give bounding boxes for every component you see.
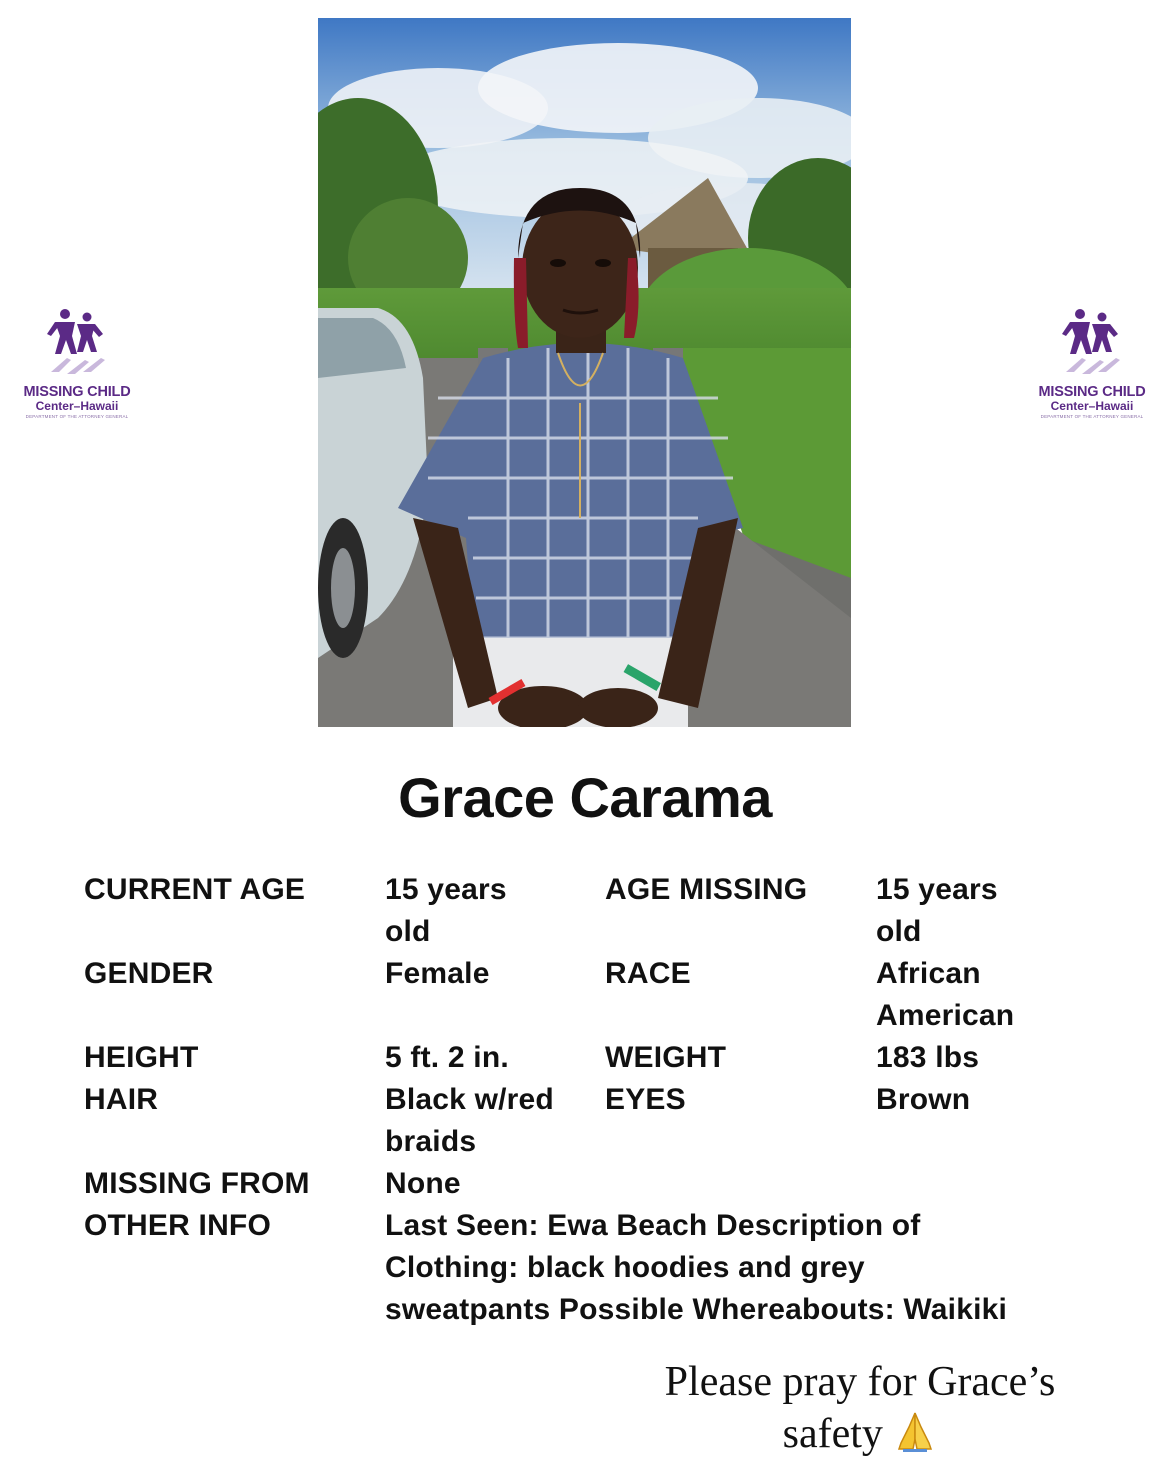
child-name: Grace Carama [398,766,772,829]
logo-department: DEPARTMENT OF THE ATTORNEY GENERAL [25,414,129,419]
label-weight: WEIGHT [605,1041,727,1074]
row-gender [84,953,1094,1037]
row-height [84,1037,1094,1079]
caption-line2: safety [782,1411,883,1457]
value-age-missing [876,869,1076,953]
label-current-age: CURRENT AGE [84,873,306,906]
label-hair: HAIR [84,1083,159,1116]
value-gender: Female [385,957,490,990]
logo-missing-child-center-right [1027,306,1157,430]
label-gender: GENDER [84,957,214,990]
value-age-missing-line1: 15 years [876,873,998,906]
value-race [876,953,1076,1037]
details-table [84,869,1094,1331]
label-other-info: OTHER INFO [84,1209,271,1242]
value-race-line1: African [876,957,981,990]
label-missing-from: MISSING FROM [84,1167,310,1200]
value-current-age-line2: old [385,915,431,948]
value-height: 5 ft. 2 in. [385,1041,509,1074]
prayer-caption [620,1356,1100,1466]
value-hair [385,1079,585,1163]
missing-child-photo [318,18,851,727]
missing-child-logo-icon [1052,306,1132,384]
caption-line2-wrap [620,1408,1100,1466]
label-height: HEIGHT [84,1041,199,1074]
row-hair [84,1079,1094,1163]
logo-title: MISSING CHILD [23,384,131,400]
label-age-missing: AGE MISSING [605,873,808,906]
value-current-age-line1: 15 years [385,873,507,906]
value-other-info-line1: Last Seen: Ewa Beach Description of [385,1209,921,1242]
row-age [84,869,1094,953]
caption-line1: Please pray for Grace’s [664,1359,1056,1405]
row-other-info [84,1205,1094,1331]
logo-subtitle: Center–Hawaii [1050,399,1134,413]
logo-department: DEPARTMENT OF THE ATTORNEY GENERAL [1040,414,1144,419]
value-weight: 183 lbs [876,1041,980,1074]
value-current-age [385,869,585,953]
value-race-line2: American [876,999,1015,1032]
value-missing-from: None [385,1167,461,1200]
value-other-info [385,1205,1085,1331]
value-hair-line1: Black w/red [385,1083,554,1116]
value-hair-line2: braids [385,1125,477,1158]
missing-child-logo-icon [37,306,117,384]
logo-missing-child-center-left [12,306,142,430]
label-race: RACE [605,957,691,990]
label-eyes: EYES [605,1083,686,1116]
value-age-missing-line2: old [876,915,922,948]
logo-subtitle: Center–Hawaii [35,399,119,413]
value-other-info-line3: sweatpants Possible Whereabouts: Waikiki [385,1293,1008,1326]
logo-title: MISSING CHILD [1038,384,1146,400]
value-eyes: Brown [876,1083,971,1116]
value-other-info-line2: Clothing: black hoodies and grey [385,1251,865,1284]
row-missing-from [84,1163,1094,1205]
praying-hands-icon [893,1409,937,1466]
